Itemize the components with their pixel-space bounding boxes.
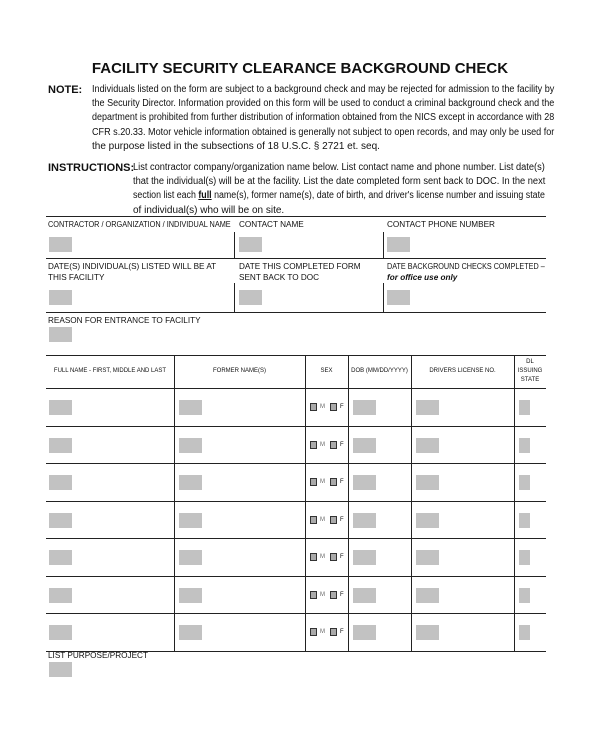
form-title-wrap — [0, 60, 600, 77]
divider — [383, 232, 384, 258]
sex-f-label: F — [340, 441, 344, 448]
contact-phone-label-wrap — [387, 219, 545, 230]
divider — [46, 216, 546, 217]
instructions-line: that the individual(s) will be at the facility. List the date completed form sent back to DOC. In the next — [133, 176, 546, 188]
instructions-text — [133, 161, 545, 218]
note-line-wrap — [92, 111, 554, 125]
former-name-input[interactable] — [179, 438, 202, 453]
row-divider — [46, 388, 546, 389]
dob-input[interactable] — [353, 475, 376, 490]
contractor-input[interactable] — [49, 237, 72, 252]
column-divider — [348, 355, 349, 651]
contact-phone-label: CONTACT PHONE NUMBER — [387, 220, 495, 229]
date-sent-back-input[interactable] — [239, 290, 262, 305]
dates-at-facility-label: DATE(S) INDIVIDUAL(S) LISTED WILL BE AT THIS FACILITY — [48, 262, 217, 282]
sex-f-label: F — [340, 591, 344, 598]
column-divider — [305, 355, 306, 651]
license-number-input[interactable] — [416, 513, 439, 528]
note-line: the purpose listed in the subsections of 18 U.S.C. § 2721 et. seq. — [92, 140, 380, 152]
former-name-input[interactable] — [179, 513, 202, 528]
sex-m-checkbox[interactable] — [310, 553, 317, 561]
issuing-state-input[interactable] — [519, 588, 530, 603]
column-header-former-name: FORMER NAME(S) — [213, 368, 266, 374]
note-line: CFR s.20.33. Motor vehicle information obtained is generally not subject to open records, and may only be used for — [92, 126, 555, 138]
former-name-input[interactable] — [179, 550, 202, 565]
sex-m-label: M — [320, 554, 325, 560]
sex-f-label: F — [340, 516, 344, 523]
full-name-input[interactable] — [49, 438, 72, 453]
sex-m-label: M — [320, 404, 325, 410]
date-sent-back-label: DATE THIS COMPLETED FORM SENT BACK TO DOC — [239, 262, 361, 282]
instructions-text-part: section list each — [133, 190, 199, 202]
sex-m-checkbox[interactable] — [310, 628, 317, 636]
row-divider — [46, 613, 546, 614]
form-title: FACILITY SECURITY CLEARANCE BACKGROUND CHECK — [91, 60, 509, 77]
reason-input[interactable] — [49, 327, 72, 342]
dob-input[interactable] — [353, 513, 376, 528]
license-number-input[interactable] — [416, 550, 439, 565]
sex-m-checkbox[interactable] — [310, 441, 317, 449]
sex-m-label: M — [320, 629, 325, 635]
instructions-line-wrap — [133, 189, 545, 203]
contractor-label: CONTRACTOR / ORGANIZATION / INDIVIDUAL NAME — [48, 220, 231, 229]
instructions-line: of individual(s) who will be on site. — [133, 204, 285, 216]
instructions-label: INSTRUCTIONS: — [48, 162, 135, 174]
divider — [234, 232, 235, 258]
contractor-label-wrap — [48, 219, 231, 230]
note-label: NOTE: — [48, 84, 83, 96]
sex-f-label: F — [340, 404, 344, 410]
license-number-input[interactable] — [416, 475, 439, 490]
column-divider — [514, 355, 515, 651]
row-divider — [46, 501, 546, 502]
note-line: department is prohibited from further distribution of information obtained from the NICS except in accordance with 28 — [92, 112, 555, 124]
former-name-input[interactable] — [179, 400, 202, 415]
former-name-input[interactable] — [179, 625, 202, 640]
column-header-sex: SEX — [320, 368, 333, 374]
issuing-state-input[interactable] — [519, 400, 530, 415]
license-number-input[interactable] — [416, 588, 439, 603]
contact-name-label-wrap — [239, 219, 379, 230]
divider — [46, 312, 546, 313]
sex-m-label: M — [320, 441, 325, 448]
dob-input[interactable] — [353, 400, 376, 415]
full-name-input[interactable] — [49, 588, 72, 603]
sex-f-label: F — [340, 554, 344, 560]
column-header-dob: DOB (MM/DD/YYYY) — [351, 368, 408, 374]
column-divider — [411, 355, 412, 651]
note-line-wrap — [92, 126, 554, 140]
date-checks-completed-text: DATE BACKGROUND CHECKS COMPLETED – — [387, 262, 545, 271]
dob-input[interactable] — [353, 588, 376, 603]
sex-m-label: M — [320, 591, 325, 598]
instructions-line: List contractor company/organization name below. List contact name and phone number. List date(s) — [133, 162, 545, 173]
column-header-full-name: FULL NAME - FIRST, MIDDLE AND LAST — [53, 368, 167, 374]
issuing-state-input[interactable] — [519, 513, 530, 528]
note-line-wrap — [92, 83, 554, 97]
reason-label: REASON FOR ENTRANCE TO FACILITY — [48, 316, 201, 325]
instructions-text-part: name(s), former name(s), date of birth, and driver's license number and issuing state — [211, 190, 545, 202]
instructions-line-wrap — [133, 175, 545, 189]
sex-f-checkbox[interactable] — [330, 403, 337, 411]
sex-f-checkbox[interactable] — [330, 516, 337, 524]
note-line-wrap — [92, 140, 554, 154]
full-name-input[interactable] — [49, 550, 72, 565]
full-name-input[interactable] — [49, 400, 72, 415]
note-line-wrap — [92, 97, 554, 111]
purpose-label: LIST PURPOSE/PROJECT — [48, 651, 148, 660]
sex-f-checkbox[interactable] — [330, 441, 337, 449]
former-name-input[interactable] — [179, 588, 202, 603]
sex-f-checkbox[interactable] — [330, 478, 337, 486]
issuing-state-input[interactable] — [519, 475, 530, 490]
dob-input[interactable] — [353, 625, 376, 640]
divider — [383, 283, 384, 312]
license-number-input[interactable] — [416, 625, 439, 640]
full-name-input[interactable] — [49, 475, 72, 490]
note-line: the Security Director. Information provided on this form will be used to conduct a criminal background check and the — [92, 98, 555, 110]
sex-m-checkbox[interactable] — [310, 591, 317, 599]
date-checks-completed-label — [387, 261, 545, 283]
sex-f-checkbox[interactable] — [330, 591, 337, 599]
row-divider — [46, 576, 546, 577]
row-divider — [46, 463, 546, 464]
sex-m-checkbox[interactable] — [310, 403, 317, 411]
sex-m-label: M — [320, 479, 325, 485]
contact-name-input[interactable] — [239, 237, 262, 252]
issuing-state-input[interactable] — [519, 550, 530, 565]
sex-m-checkbox[interactable] — [310, 516, 317, 524]
contact-phone-input[interactable] — [387, 237, 410, 252]
note-text — [92, 83, 554, 154]
contact-name-label: CONTACT NAME — [239, 220, 304, 229]
purpose-input[interactable] — [49, 662, 72, 677]
dob-input[interactable] — [353, 438, 376, 453]
issuing-state-input[interactable] — [519, 625, 530, 640]
date-checks-completed-input[interactable] — [387, 290, 410, 305]
row-divider — [46, 426, 546, 427]
license-number-input[interactable] — [416, 400, 439, 415]
issuing-state-input[interactable] — [519, 438, 530, 453]
note-line: Individuals listed on the form are subject to a background check and may be rejected for admission to the facility by — [92, 84, 555, 95]
sex-f-checkbox[interactable] — [330, 628, 337, 636]
sex-m-checkbox[interactable] — [310, 478, 317, 486]
instructions-line-wrap — [133, 161, 545, 175]
instructions-line — [133, 189, 545, 203]
divider — [234, 283, 235, 312]
license-number-input[interactable] — [416, 438, 439, 453]
full-name-input[interactable] — [49, 513, 72, 528]
divider — [46, 258, 546, 259]
row-divider — [46, 538, 546, 539]
sex-f-label: F — [340, 629, 344, 635]
column-header-license-number: DRIVERS LICENSE NO. — [429, 368, 496, 374]
dob-input[interactable] — [353, 550, 376, 565]
dates-at-facility-input[interactable] — [49, 290, 72, 305]
former-name-input[interactable] — [179, 475, 202, 490]
column-header-issuing-state: DL ISSUING STATE — [517, 359, 543, 383]
sex-m-label: M — [320, 516, 325, 523]
emphasis-full: full — [198, 190, 212, 202]
sex-f-label: F — [340, 479, 344, 485]
full-name-input[interactable] — [49, 625, 72, 640]
sex-f-checkbox[interactable] — [330, 553, 337, 561]
office-use-note: for office use only — [387, 273, 458, 282]
column-divider — [174, 355, 175, 651]
